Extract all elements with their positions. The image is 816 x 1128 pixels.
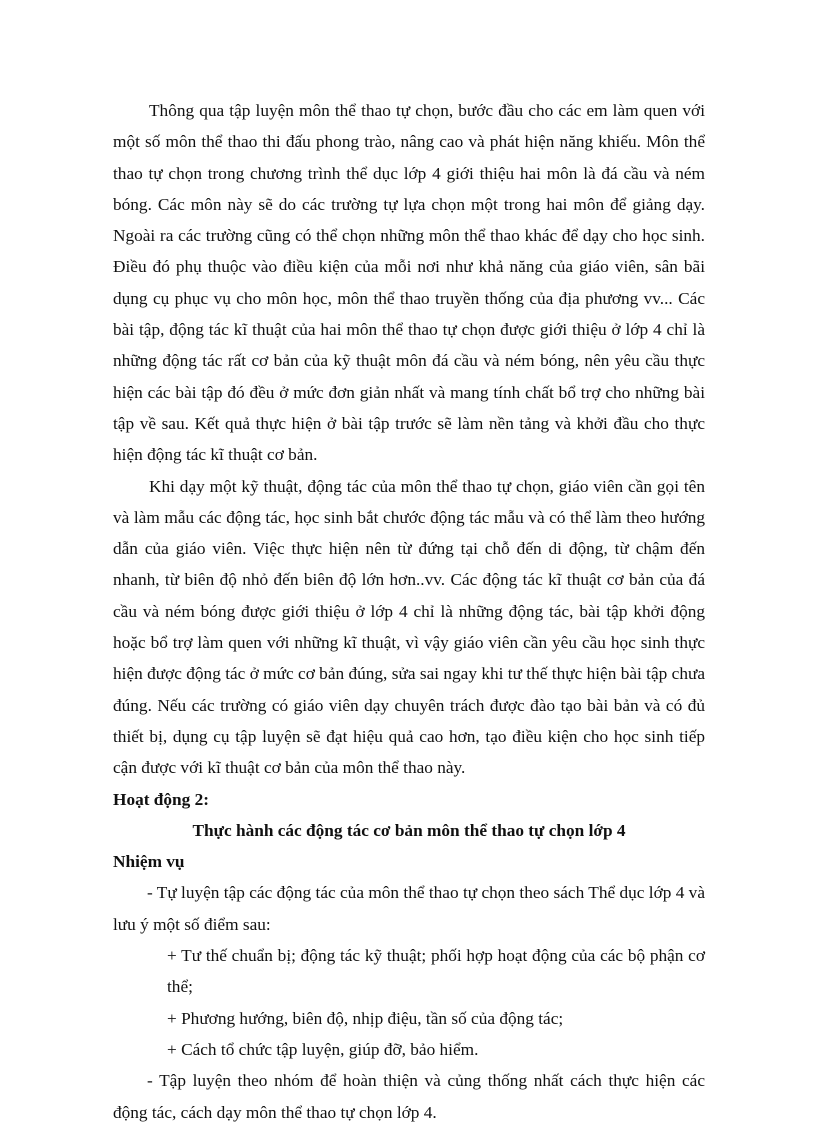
sub-item: + Cách tổ chức tập luyện, giúp đỡ, bảo hiểm. bbox=[167, 1039, 479, 1059]
task-item-self-practice: - Tự luyện tập các động tác của môn thể thao tự chọn theo sách Thể dục lớp 4 và lưu ý một số điểm sau: bbox=[113, 883, 705, 934]
activity-heading: Hoạt động 2: bbox=[113, 789, 210, 809]
task-item-group-practice: - Tập luyện theo nhóm để hoàn thiện và củng thống nhất cách thực hiện các động tác, cách dạy môn thể thao tự chọn lớp 4. bbox=[113, 1071, 705, 1122]
sub-item: + Phương hướng, biên độ, nhịp điệu, tần số của động tác; bbox=[167, 1008, 564, 1028]
paragraph-teaching: Khi dạy một kỹ thuật, động tác của môn thể thao tự chọn, giáo viên cần gọi tên và làm mẫu các động tác, học sinh bắt chước động tác mẫu và có thể làm theo hướng dẫn của giáo viên. Việc thực hiện nên từ đứng tại chỗ đến di động, từ chậm đến nhanh, từ biên độ nhỏ đến biên độ lớn hơn..vv. Các động tác kĩ thuật cơ bản của đá cầu và ném bóng được giới thiệu ở lớp 4 chỉ là những động tác, bài tập khởi động hoặc bổ trợ làm quen với những kĩ thuật, vì vậy giáo viên cần yêu cầu học sinh thực hiện được động tác ở mức cơ bản đúng, sửa sai ngay khi tư thế thực hiện bài tập chưa đúng. Nếu các trường có giáo viên dạy chuyên trách được đào tạo bài bản và có đủ thiết bị, dụng cụ tập luyện sẽ đạt hiệu quả cao hơn, tạo điều kiện cho học sinh tiếp cận được với kĩ thuật cơ bản của môn thể thao này. bbox=[113, 476, 705, 778]
task-heading: Nhiệm vụ bbox=[113, 852, 185, 872]
paragraph-intro: Thông qua tập luyện môn thể thao tự chọn, bước đầu cho các em làm quen với một số môn thể thao thi đấu phong trào, nâng cao và phát hiện năng khiếu. Môn thể thao tự chọn trong chương trình thể dục lớp 4 giới thiệu hai môn là đá cầu và ném bóng. Các môn này sẽ do các trường tự lựa chọn một trong hai môn để giảng dạy. Ngoài ra các trường cũng có thể chọn những môn thể thao khác để dạy cho học sinh. Điều đó phụ thuộc vào điều kiện của mỗi nơi như khả năng của giáo viên, sân bãi dụng cụ phục vụ cho môn học, môn thể thao truyền thống của địa phương vv... Các bài tập, động tác kĩ thuật của hai môn thể thao tự chọn được giới thiệu ở lớp 4 chỉ là những động tác rất cơ bản của kỹ thuật môn đá cầu và ném bóng, nên yêu cầu thực hiện các bài tập đó đều ở mức đơn giản nhất và mang tính chất bổ trợ cho những bài tập về sau. Kết quả thực hiện ở bài tập trước sẽ làm nền tảng và khởi đầu cho thực hiện động tác kĩ thuật cơ bản. bbox=[113, 101, 705, 465]
activity-title: Thực hành các động tác cơ bản môn thể thao tự chọn lớp 4 bbox=[192, 820, 626, 840]
document-body bbox=[113, 95, 705, 1128]
sub-item: + Tư thế chuẩn bị; động tác kỹ thuật; phối hợp hoạt động của các bộ phận cơ thể; bbox=[167, 946, 705, 997]
